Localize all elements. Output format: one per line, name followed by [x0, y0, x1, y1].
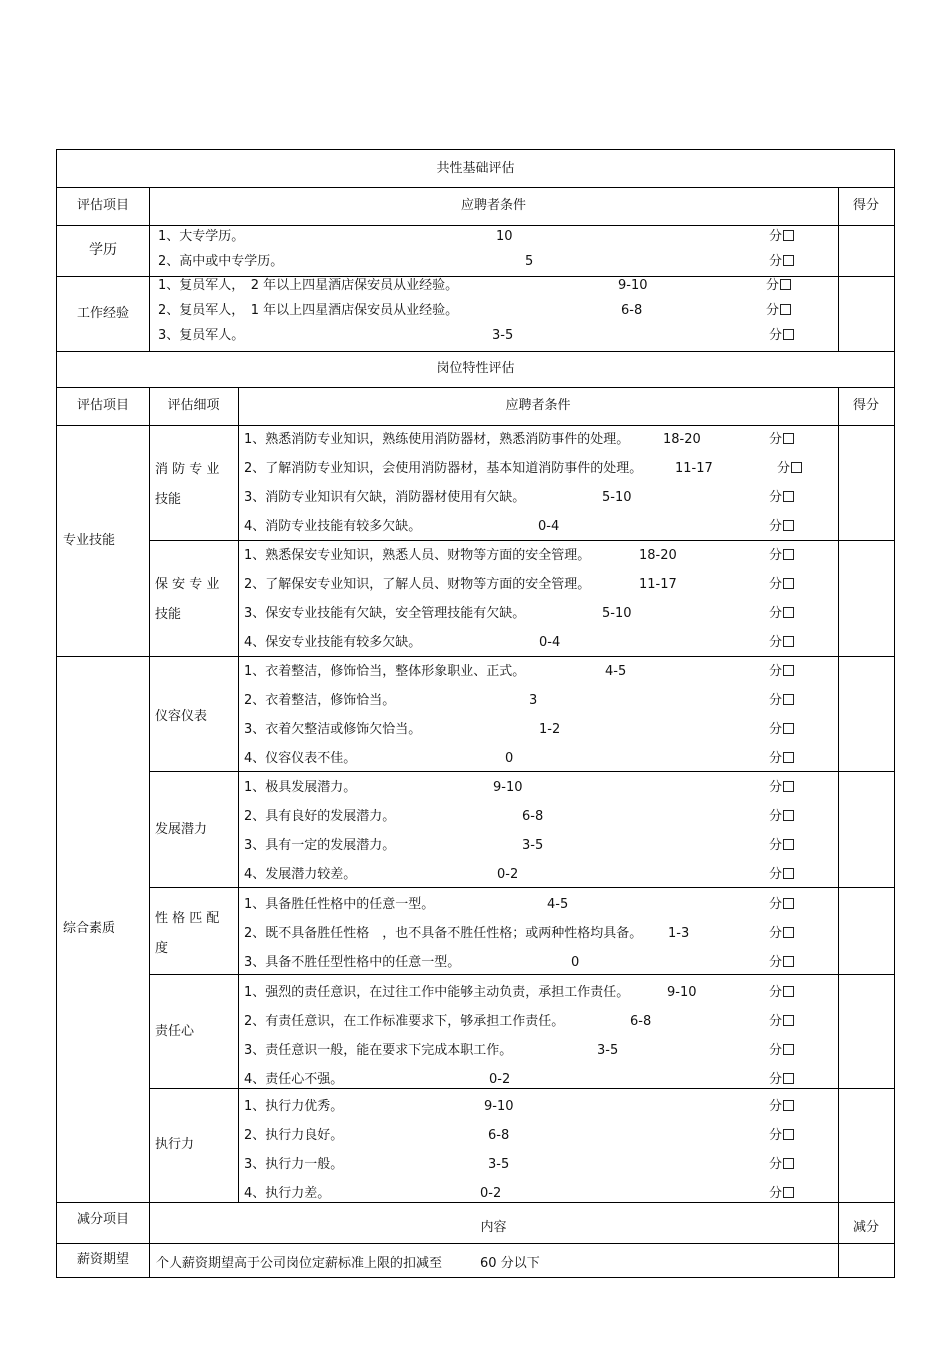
- criteria-text: 1、具备胜任性格中的任意一型。: [244, 897, 435, 912]
- criteria-points: 0-2: [497, 867, 519, 882]
- header-item: 评估项目: [76, 198, 129, 213]
- criteria-text: 2、具有良好的发展潜力。: [244, 809, 396, 824]
- criteria-points: 4-5: [605, 664, 627, 679]
- section-title-basic: 共性基础评估: [436, 161, 515, 176]
- label-education: 学历: [89, 242, 117, 258]
- criteria-unit: 分: [769, 693, 794, 709]
- subgroup-fire-skill: 消 防 专 业 技能: [155, 462, 220, 507]
- subgroup-security-skill: 保 安 专 业 技能: [155, 577, 220, 622]
- education-row-1-points: 10: [496, 229, 513, 244]
- subgroup-responsibility: 责任心: [155, 1024, 195, 1039]
- criteria-text: 1、强烈的责任意识，在过往工作中能够主动负责，承担工作责任。: [244, 985, 630, 1000]
- checkbox-icon[interactable]: [783, 578, 794, 589]
- checkbox-icon[interactable]: [783, 752, 794, 763]
- criteria-text: 3、衣着欠整洁或修饰欠恰当。: [244, 722, 422, 737]
- checkbox-icon[interactable]: [783, 839, 794, 850]
- criteria-text: 1、熟悉保安专业知识，熟悉人员、财物等方面的安全管理。: [244, 548, 591, 563]
- criteria-unit: 分: [769, 867, 794, 883]
- criteria-unit: 分: [769, 1072, 794, 1088]
- criteria-points: 18-20: [663, 432, 701, 447]
- education-row-2-unit: 分: [769, 254, 794, 270]
- criteria-points: 0-2: [480, 1186, 502, 1201]
- checkbox-icon[interactable]: [791, 462, 802, 473]
- checkbox-icon[interactable]: [783, 549, 794, 560]
- salary-text: 个人薪资期望高于公司岗位定薪标准上限的扣减至 60 分以下: [156, 1256, 540, 1271]
- criteria-points: 0-4: [538, 519, 560, 534]
- criteria-text: 3、消防专业知识有欠缺，消防器材使用有欠缺。: [244, 490, 526, 505]
- criteria-unit: 分: [769, 664, 794, 680]
- criteria-text: 4、执行力差。: [244, 1186, 331, 1201]
- post-header-condition: 应聘者条件: [505, 398, 571, 413]
- work-row-3-text: 3、复员军人。: [158, 328, 245, 343]
- checkbox-icon[interactable]: [783, 491, 794, 502]
- criteria-text: 2、执行力良好。: [244, 1128, 344, 1143]
- criteria-points: 6-8: [488, 1128, 510, 1143]
- label-overall-quality: 综合素质: [63, 921, 116, 936]
- criteria-text: 4、发展潜力较差。: [244, 867, 357, 882]
- deduct-header-score: 减分: [852, 1220, 879, 1235]
- checkbox-icon[interactable]: [783, 781, 794, 792]
- checkbox-icon[interactable]: [783, 433, 794, 444]
- criteria-points: 11-17: [675, 461, 713, 476]
- work-row-2-unit: 分: [766, 303, 791, 319]
- checkbox-icon[interactable]: [783, 230, 794, 241]
- checkbox-icon[interactable]: [783, 520, 794, 531]
- criteria-unit: 分: [769, 955, 794, 971]
- criteria-unit: 分: [769, 1128, 794, 1144]
- criteria-unit: 分: [769, 926, 794, 942]
- criteria-text: 2、有责任意识，在工作标准要求下，够承担工作责任。: [244, 1014, 565, 1029]
- criteria-text: 4、仪容仪表不佳。: [244, 751, 357, 766]
- criteria-unit: 分: [769, 780, 794, 796]
- label-salary-expectation: 薪资期望: [76, 1252, 129, 1267]
- criteria-unit: 分: [769, 548, 794, 564]
- criteria-unit: 分: [769, 432, 794, 448]
- criteria-text: 3、责任意识一般，能在要求下完成本职工作。: [244, 1043, 513, 1058]
- criteria-unit: 分: [769, 1043, 794, 1059]
- checkbox-icon[interactable]: [783, 723, 794, 734]
- deduct-header-item: 减分项目: [76, 1212, 129, 1227]
- criteria-text: 1、衣着整洁，修饰恰当，整体形象职业、正式。: [244, 664, 526, 679]
- subgroup-execution: 执行力: [155, 1137, 195, 1152]
- criteria-points: 1-2: [539, 722, 561, 737]
- checkbox-icon[interactable]: [783, 329, 794, 340]
- criteria-points: 5-10: [602, 606, 632, 621]
- label-work-experience: 工作经验: [76, 306, 129, 321]
- criteria-unit: 分: [769, 751, 794, 767]
- criteria-text: 2、了解保安专业知识，了解人员、财物等方面的安全管理。: [244, 577, 591, 592]
- header-score: 得分: [852, 198, 879, 213]
- work-row-1-points: 9-10: [618, 278, 648, 293]
- criteria-unit: 分: [777, 461, 802, 477]
- checkbox-icon[interactable]: [783, 810, 794, 821]
- criteria-points: 9-10: [493, 780, 523, 795]
- education-row-2-text: 2、高中或中专学历。: [158, 254, 284, 269]
- criteria-unit: 分: [769, 809, 794, 825]
- criteria-text: 2、衣着整洁，修饰恰当。: [244, 693, 396, 708]
- criteria-text: 1、执行力优秀。: [244, 1099, 344, 1114]
- criteria-points: 3-5: [522, 838, 544, 853]
- criteria-text: 3、执行力一般。: [244, 1157, 344, 1172]
- education-row-2-points: 5: [525, 254, 534, 269]
- checkbox-icon[interactable]: [783, 1158, 794, 1169]
- criteria-unit: 分: [769, 606, 794, 622]
- criteria-unit: 分: [769, 1157, 794, 1173]
- criteria-points: 11-17: [639, 577, 677, 592]
- criteria-points: 4-5: [547, 897, 569, 912]
- criteria-points: 9-10: [667, 985, 697, 1000]
- checkbox-icon[interactable]: [783, 1044, 794, 1055]
- criteria-points: 1-3: [668, 926, 690, 941]
- criteria-unit: 分: [769, 1099, 794, 1115]
- checkbox-icon[interactable]: [783, 956, 794, 967]
- criteria-unit: 分: [769, 985, 794, 1001]
- work-row-3-points: 3-5: [492, 328, 514, 343]
- criteria-text: 1、熟悉消防专业知识，熟练使用消防器材，熟悉消防事件的处理。: [244, 432, 630, 447]
- criteria-points: 3-5: [488, 1157, 510, 1172]
- criteria-unit: 分: [769, 897, 794, 913]
- criteria-points: 0: [505, 751, 514, 766]
- criteria-unit: 分: [769, 577, 794, 593]
- checkbox-icon[interactable]: [783, 868, 794, 879]
- education-row-1-unit: 分: [769, 229, 794, 245]
- post-header-item: 评估项目: [76, 398, 129, 413]
- criteria-unit: 分: [769, 519, 794, 535]
- criteria-unit: 分: [769, 722, 794, 738]
- checkbox-icon[interactable]: [783, 636, 794, 647]
- criteria-points: 0-2: [489, 1072, 511, 1087]
- criteria-points: 5-10: [602, 490, 632, 505]
- checkbox-icon[interactable]: [783, 1129, 794, 1140]
- post-header-detail: 评估细项: [167, 398, 220, 413]
- criteria-text: 2、了解消防专业知识，会使用消防器材，基本知道消防事件的处理。: [244, 461, 643, 476]
- subgroup-personality-match: 性 格 匹 配 度: [155, 911, 220, 956]
- criteria-text: 2、既不具备胜任性格 ，也不具备不胜任性格；或两种性格均具备。: [244, 926, 643, 941]
- criteria-points: 3: [529, 693, 538, 708]
- subgroup-potential: 发展潜力: [155, 822, 208, 837]
- evaluation-table: [56, 149, 895, 1278]
- education-row-1-text: 1、大专学历。: [158, 229, 245, 244]
- checkbox-icon[interactable]: [783, 898, 794, 909]
- criteria-text: 3、具有一定的发展潜力。: [244, 838, 396, 853]
- criteria-points: 6-8: [522, 809, 544, 824]
- checkbox-icon[interactable]: [783, 665, 794, 676]
- criteria-unit: 分: [769, 1014, 794, 1030]
- criteria-text: 1、极具发展潜力。: [244, 780, 357, 795]
- criteria-unit: 分: [769, 490, 794, 506]
- header-condition: 应聘者条件: [460, 198, 526, 213]
- checkbox-icon[interactable]: [783, 1015, 794, 1026]
- criteria-points: 3-5: [597, 1043, 619, 1058]
- work-row-1-unit: 分: [766, 278, 791, 294]
- deduct-header-content: 内容: [480, 1220, 507, 1235]
- checkbox-icon[interactable]: [783, 927, 794, 938]
- criteria-points: 0: [571, 955, 580, 970]
- criteria-text: 4、保安专业技能有较多欠缺。: [244, 635, 422, 650]
- criteria-points: 0-4: [539, 635, 561, 650]
- criteria-text: 4、责任心不强。: [244, 1072, 344, 1087]
- criteria-unit: 分: [769, 1186, 794, 1202]
- checkbox-icon[interactable]: [783, 607, 794, 618]
- checkbox-icon[interactable]: [783, 1073, 794, 1084]
- work-row-1-text: 1、复员军人， 2 年以上四星酒店保安员从业经验。: [158, 278, 459, 293]
- criteria-unit: 分: [769, 838, 794, 854]
- work-row-3-unit: 分: [769, 328, 794, 344]
- work-row-2-text: 2、复员军人， 1 年以上四星酒店保安员从业经验。: [158, 303, 459, 318]
- checkbox-icon[interactable]: [783, 1187, 794, 1198]
- checkbox-icon[interactable]: [780, 304, 791, 315]
- criteria-points: 18-20: [639, 548, 677, 563]
- checkbox-icon[interactable]: [783, 1100, 794, 1111]
- label-professional-skill: 专业技能: [63, 533, 116, 548]
- subgroup-appearance: 仪容仪表: [155, 709, 208, 724]
- criteria-points: 9-10: [484, 1099, 514, 1114]
- post-header-score: 得分: [852, 398, 879, 413]
- criteria-points: 6-8: [630, 1014, 652, 1029]
- checkbox-icon[interactable]: [780, 279, 791, 290]
- section-title-post: 岗位特性评估: [436, 361, 515, 376]
- criteria-text: 3、具备不胜任型性格中的任意一型。: [244, 955, 461, 970]
- criteria-text: 4、消防专业技能有较多欠缺。: [244, 519, 422, 534]
- criteria-unit: 分: [769, 635, 794, 651]
- work-row-2-points: 6-8: [621, 303, 643, 318]
- criteria-text: 3、保安专业技能有欠缺，安全管理技能有欠缺。: [244, 606, 526, 621]
- checkbox-icon[interactable]: [783, 986, 794, 997]
- checkbox-icon[interactable]: [783, 255, 794, 266]
- checkbox-icon[interactable]: [783, 694, 794, 705]
